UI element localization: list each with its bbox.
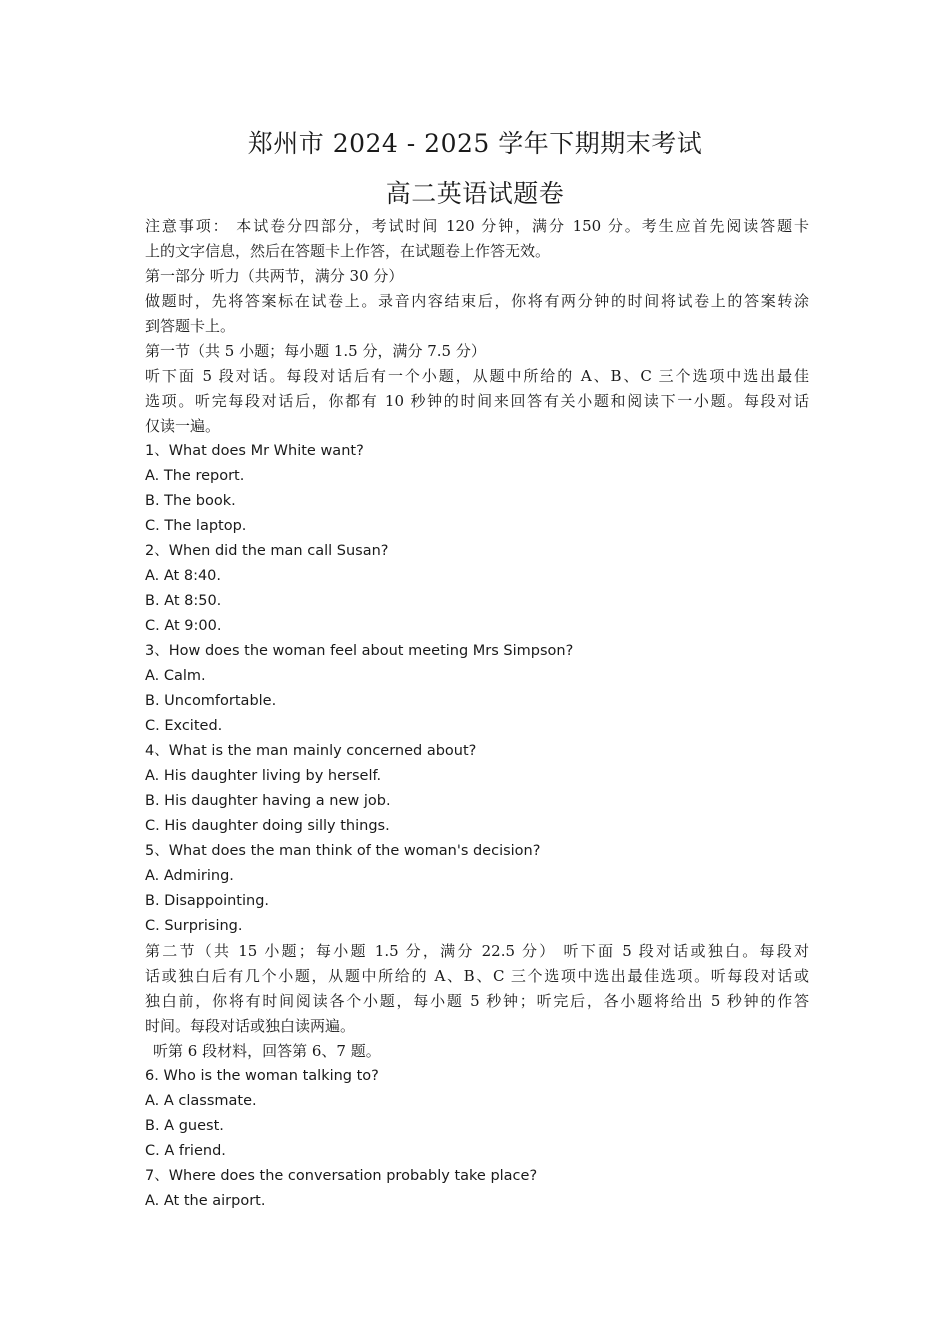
instruction-text-line: 第一节（共 5 小题；每小题 1.5 分，满分 7.5 分） [145,342,486,360]
question-text-line: 3、How does the woman feel about meeting Mrs Simpson? [145,643,574,659]
exam-body [145,214,809,1214]
instruction-text-line: 听第 6 段材料，回答第 6、7 题。 [153,1042,381,1060]
question-text-line: A. A classmate. [145,1093,257,1109]
instruction-text-line: 听下面 5 段对话。每段对话后有一个小题，从题中所给的 A、B、C 三个选项中选出最佳 [145,367,809,385]
question-text-line: B. His daughter having a new job. [145,793,391,809]
instruction-text-line: 做题时，先将答案标在试卷上。录音内容结束后，你将有两分钟的时间将试卷上的答案转涂 [145,292,809,310]
question-text-line: A. At 8:40. [145,568,222,584]
question-text-line: B. At 8:50. [145,593,222,609]
instruction-text-line: 话或独白后有几个小题，从题中所给的 A、B、C 三个选项中选出最佳选项。听每段对话或 [145,967,809,985]
exam-title: 郑州市 2024 - 2025 学年下期期末考试 [247,129,703,158]
question-text-line: 4、What is the man mainly concerned about? [145,743,477,759]
instruction-text-line: 仅读一遍。 [145,417,221,435]
question-text-line: C. Excited. [145,718,223,734]
exam-subtitle: 高二英语试题卷 [385,179,565,208]
question-text-line: B. Disappointing. [145,893,270,909]
question-text-line: B. Uncomfortable. [145,693,277,709]
question-text-line: C. The laptop. [145,518,247,534]
question-text-line: C. Surprising. [145,918,243,934]
question-text-line: A. His daughter living by herself. [145,768,382,784]
question-text-line: A. At the airport. [145,1193,266,1209]
instruction-text-line: 上的文字信息，然后在答题卡上作答，在试题卷上作答无效。 [145,242,551,260]
question-text-line: C. His daughter doing silly things. [145,818,390,834]
instruction-text-line: 注意事项： 本试卷分四部分，考试时间 120 分钟，满分 150 分。考生应首先阅读答题卡 [145,217,809,235]
question-text-line: 6. Who is the woman talking to? [145,1068,379,1084]
question-text-line: 2、When did the man call Susan? [145,543,389,559]
question-text-line: C. At 9:00. [145,618,222,634]
question-text-line: C. A friend. [145,1143,226,1159]
instruction-text-line: 到答题卡上。 [145,317,236,335]
question-text-line: A. Calm. [145,668,206,684]
instruction-text-line: 时间。每段对话或独白读两遍。 [145,1017,356,1035]
instruction-text-line: 第二节（共 15 小题；每小题 1.5 分，满分 22.5 分） 听下面 5 段对话或独白。每段对 [145,942,809,960]
instruction-text-line: 独白前，你将有时间阅读各个小题，每小题 5 秒钟；听完后，各小题将给出 5 秒钟的作答 [145,992,809,1010]
question-text-line: B. The book. [145,493,236,509]
instruction-text-line: 选项。听完每段对话后，你都有 10 秒钟的时间来回答有关小题和阅读下一小题。每段对话 [145,392,809,410]
instruction-text-line: 第一部分 听力（共两节，满分 30 分） [145,267,404,285]
question-text-line: B. A guest. [145,1118,224,1134]
question-text-line: A. Admiring. [145,868,234,884]
question-text-line: A. The report. [145,468,245,484]
question-text-line: 7、Where does the conversation probably take place? [145,1168,538,1184]
question-text-line: 1、What does Mr White want? [145,443,364,459]
question-text-line: 5、What does the man think of the woman's decision? [145,843,541,859]
